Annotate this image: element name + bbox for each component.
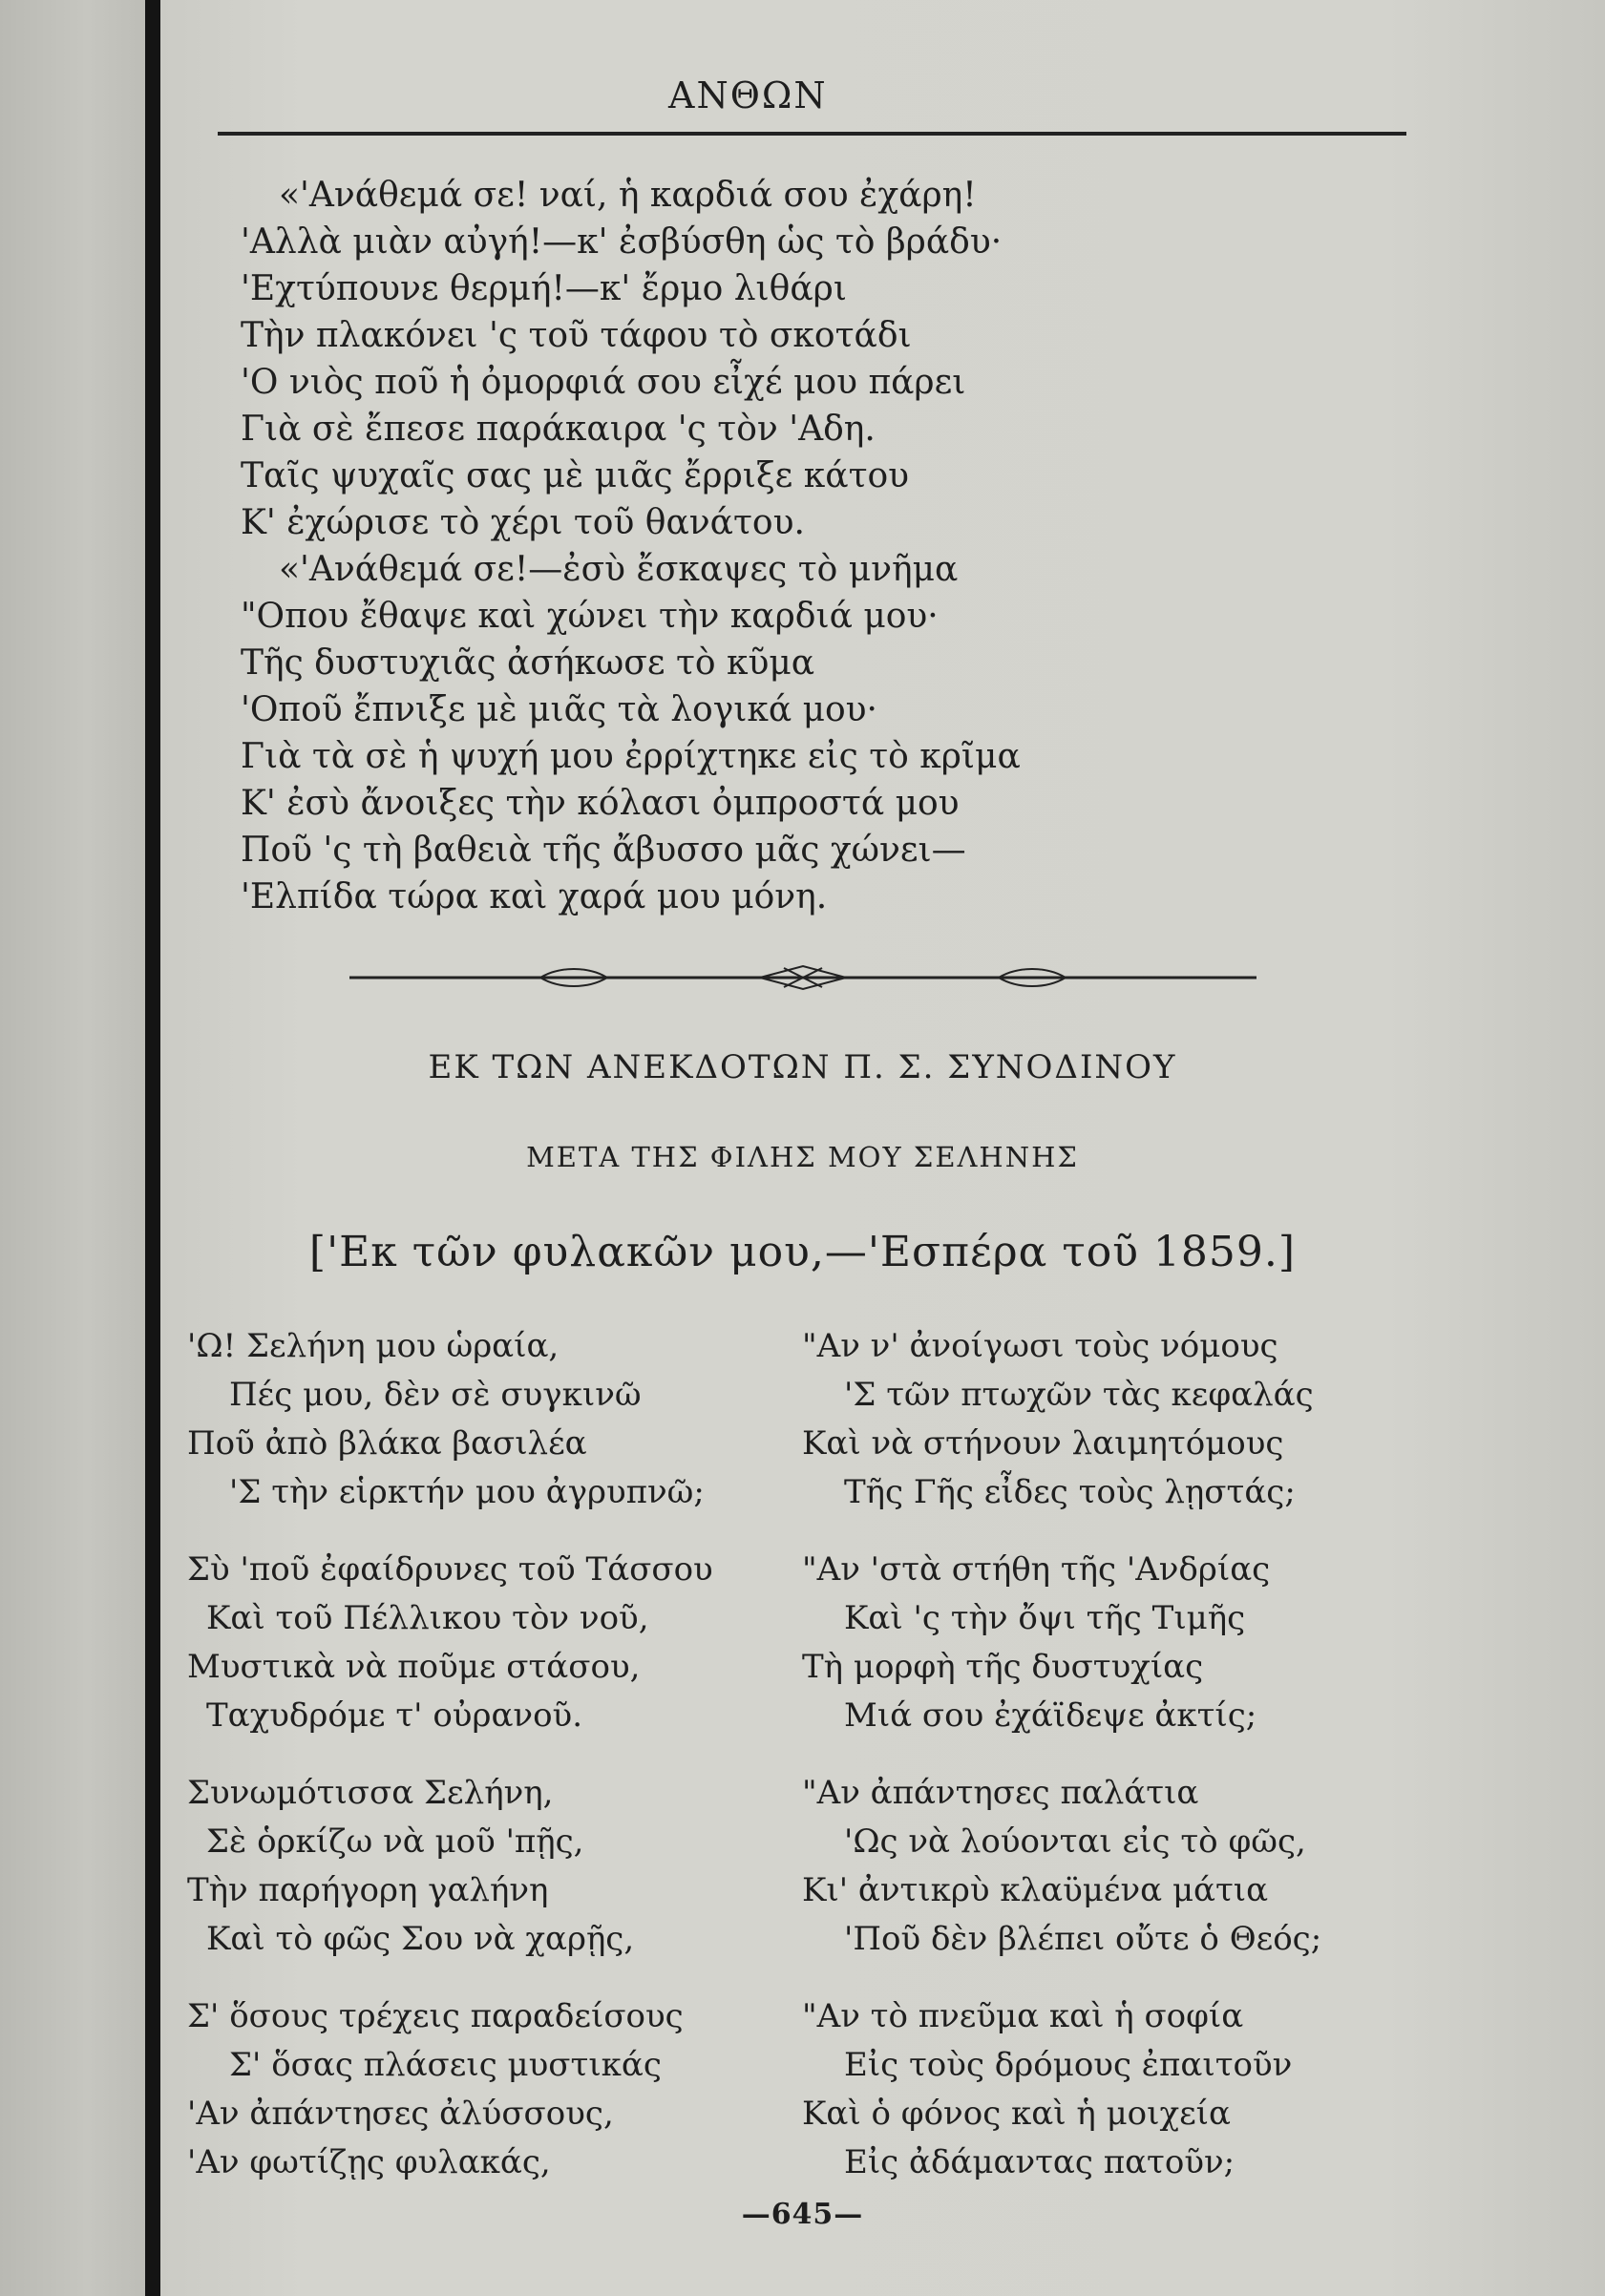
section-author-heading: ΕΚ ΤΩΝ ΑΝΕΚΔΟΤΩΝ Π. Σ. ΣΥΝΟΔΙΝΟΥ	[428, 1048, 1177, 1086]
poem-line: Καὶ τοῦ Πέλλικου τὸν νοῦ,	[206, 1599, 649, 1637]
poem-line: 'Αλλὰ μιὰν αὐγή!—κ' ἐσβύσθη ὡς τὸ βράδυ·	[241, 222, 1003, 262]
header-rule	[218, 132, 1406, 136]
poem-line: Καὶ ὁ φόνος καὶ ἡ μοιχεία	[802, 2095, 1231, 2133]
first-poem	[241, 172, 1021, 920]
running-head: ΑΝΘΩΝ	[668, 74, 828, 116]
poem-subtitle: ['Εκ τῶν φυλακῶν μου,—'Εσπέρα τοῦ 1859.]	[308, 1228, 1297, 1276]
poem-line: «'Ανάθεμά σε! ναί, ἡ καρδιά σου ἐχάρη!	[279, 176, 977, 215]
poem-line: Μιά σου ἐχάϊδεψε ἀκτίς;	[844, 1696, 1257, 1735]
poem-line: "Αν τὸ πνεῦμα καὶ ἡ σοφία	[802, 1997, 1244, 2035]
poem-line: 'Σ τῶν πτωχῶν τὰς κεφαλάς	[844, 1376, 1314, 1414]
poem-line: Τὴν παρήγορη γαλήνη	[187, 1871, 549, 1909]
poem-line: 'Οποῦ ἔπνιξε μὲ μιᾶς τὰ λογικά μου·	[241, 690, 878, 729]
poem-line: Τῆς Γῆς εἶδες τοὺς λῃστάς;	[844, 1473, 1296, 1511]
poem-line: Τὴ μορφὴ τῆς δυστυχίας	[802, 1648, 1204, 1686]
poem-line: Κ' ἐσὺ ἄνοιξες τὴν κόλασι ὀμπροστά μου	[241, 784, 960, 823]
poem-line: "Αν 'στὰ στήθη τῆς 'Ανδρίας	[802, 1550, 1271, 1589]
poem-title: ΜΕΤΑ ΤΗΣ ΦΙΛΗΣ ΜΟΥ ΣΕΛΗΝΗΣ	[526, 1141, 1079, 1173]
poem-line: 'Εχτύπουνε θερμή!—κ' ἔρμο λιθάρι	[241, 269, 847, 308]
poem-line: Ποῦ ἀπὸ βλάκα βασιλέα	[187, 1424, 587, 1463]
poem-line: Ταῖς ψυχαῖς σας μὲ μιᾶς ἔρριξε κάτου	[241, 456, 910, 495]
poem-line: Καὶ νὰ στήνουν λαιμητόμους	[802, 1424, 1284, 1463]
poem-line: Ταχυδρόμε τ' οὐρανοῦ.	[206, 1696, 583, 1735]
poem-line: 'Αν φωτίζῃς φυλακάς,	[187, 2143, 551, 2181]
poem-line: Πές μου, δὲν σὲ συγκινῶ	[229, 1376, 642, 1414]
poem-line: Καὶ 'ς τὴν ὄψι τῆς Τιμῆς	[844, 1599, 1246, 1637]
poem-line: Κ' ἐχώρισε τὸ χέρι τοῦ θανάτου.	[241, 503, 805, 542]
poem-line: Ποῦ 'ς τὴ βαθειὰ τῆς ἄβυσσο μᾶς χώνει—	[241, 831, 966, 870]
second-poem-right-column	[802, 1322, 1321, 2187]
poem-line: "Οπου ἔθαψε καὶ χώνει τὴν καρδιά μου·	[241, 597, 939, 636]
poem-line: Σ' ὅσας πλάσεις μυστικάς	[229, 2046, 662, 2084]
poem-line: «'Ανάθεμά σε!—ἐσὺ ἔσκαψες τὸ μνῆμα	[279, 550, 959, 589]
poem-line: 'Ως νὰ λούονται εἰς τὸ φῶς,	[844, 1822, 1306, 1861]
poem-line: Γιὰ τὰ σὲ ἡ ψυχή μου ἐρρίχτηκε εἰς τὸ κρῖμα	[241, 737, 1021, 776]
poem-line: 'Ποῦ δὲν βλέπει οὔτε ὁ Θεός;	[844, 1920, 1322, 1958]
page-number: —645—	[741, 2198, 864, 2231]
second-poem-left-column	[187, 1322, 713, 2187]
poem-line: 'Ελπίδα τώρα καὶ χαρά μου μόνη.	[241, 877, 828, 916]
poem-line: "Αν ἀπάντησες παλάτια	[802, 1774, 1199, 1812]
poem-line: Μυστικὰ νὰ ποῦμε στάσου,	[187, 1648, 641, 1686]
poem-line: Καὶ τὸ φῶς Σου νὰ χαρῇς,	[206, 1920, 635, 1958]
poem-line: Τὴν πλακόνει 'ς τοῦ τάφου τὸ σκοτάδι	[241, 316, 912, 355]
poem-line: Σ' ὅσους τρέχεις παραδείσους	[187, 1997, 684, 2035]
poem-line: 'Ω! Σελήνη μου ὡραία,	[187, 1327, 560, 1365]
decorative-ornament-rule	[349, 962, 1257, 993]
poem-line: 'Αν ἀπάντησες ἀλύσσους,	[187, 2095, 614, 2133]
poem-line: Εἰς ἀδάμαντας πατοῦν;	[844, 2143, 1235, 2181]
poem-line: Εἰς τοὺς δρόμους ἐπαιτοῦν	[844, 2046, 1293, 2084]
poem-line: Γιὰ σὲ ἔπεσε παράκαιρα 'ς τὸν 'Αδη.	[241, 410, 876, 449]
poem-line: Σὲ ὁρκίζω νὰ μοῦ 'πῇς,	[206, 1822, 584, 1861]
poem-line: Κι' ἀντικρὺ κλαϋμένα μάτια	[802, 1871, 1269, 1909]
poem-line: "Αν ν' ἀνοίγωσι τοὺς νόμους	[802, 1327, 1278, 1365]
poem-line: Σὺ 'ποῦ ἐφαίδρυνες τοῦ Τάσσου	[187, 1550, 713, 1589]
poem-line: 'Σ τὴν εἱρκτήν μου ἀγρυπνῶ;	[229, 1473, 705, 1511]
poem-line: Συνωμότισσα Σελήνη,	[187, 1774, 554, 1812]
poem-line: Τῆς δυστυχιᾶς ἀσήκωσε τὸ κῦμα	[241, 643, 815, 683]
poem-line: 'Ο νιὸς ποῦ ἡ ὀμορφιά σου εἶχέ μου πάρει	[241, 363, 966, 402]
